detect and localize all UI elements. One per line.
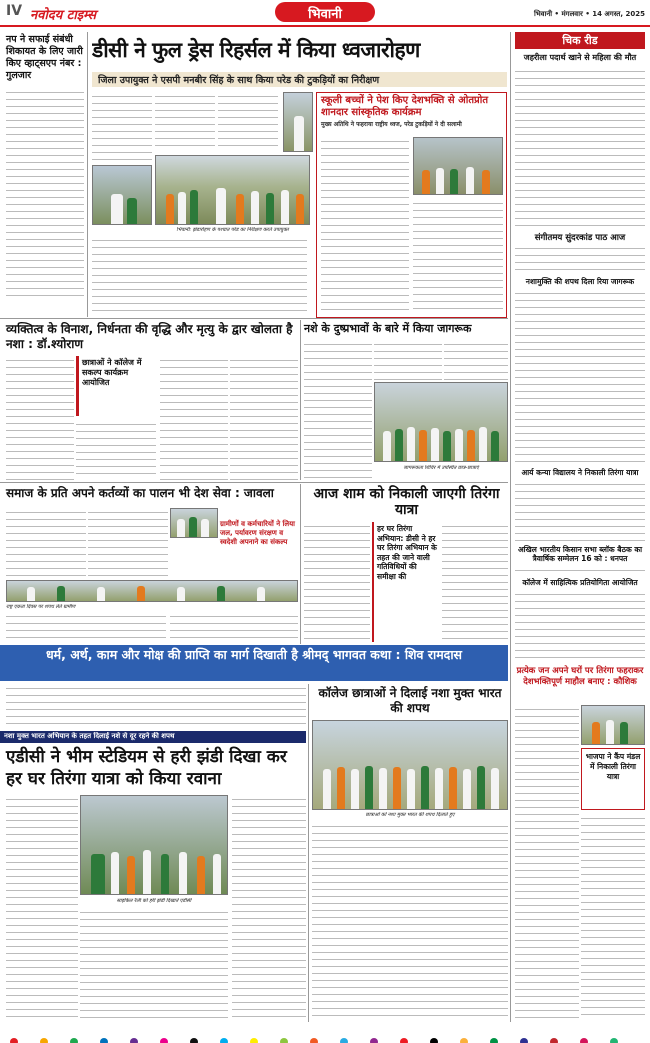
kaushik-photo <box>581 705 645 745</box>
registration-dot <box>40 1038 48 1043</box>
left-brief-title: नप ने सफाई संबंधी शिकायत के लिए जारी किए व्हाट्सएप नंबर : गुलजार <box>6 34 83 81</box>
masthead <box>0 0 650 27</box>
registration-dot <box>520 1038 528 1043</box>
yatra-headline: आज शाम को निकाली जाएगी तिरंगा यात्रा <box>313 486 500 518</box>
college-headline: कॉलेज छात्राओं ने दिलाई नशा मुक्त भारत की शपथ <box>318 686 502 715</box>
right-body-1 <box>515 67 645 227</box>
right-item5-title: अखिल भारतीय किसान सभा ब्लॉक बैठक का त्रैवार्षिक सम्मेलन 16 को : धनपत <box>517 545 643 563</box>
adc-photo <box>80 795 228 895</box>
registration-dot <box>310 1038 318 1043</box>
mid-left-body-a <box>6 356 74 480</box>
registration-dot <box>610 1038 618 1043</box>
registration-dot <box>430 1038 438 1043</box>
page-number: IV <box>6 3 23 19</box>
adc-body-a <box>6 795 78 1020</box>
duty-caption: राष्ट्र एकता दिवस पर शपथ लेते ग्रामीण <box>6 604 76 610</box>
right-body-4 <box>515 480 645 542</box>
kaushik-body-b <box>581 814 645 1020</box>
duty-wide-photo <box>6 580 298 602</box>
registration-dot <box>400 1038 408 1043</box>
lead-inset-lead: मुख्य अतिथि ने फहराया राष्ट्रीय ध्वज, परेड टुकड़ियों ने दी सलामी <box>321 121 462 128</box>
section-name: भिवानी <box>308 7 342 22</box>
mid-left-pullquote-box <box>76 356 156 416</box>
kaushik-banner-text: भाजपा ने कैंप मंडल में निकाली तिरंगा यात्रा <box>585 752 641 781</box>
registration-dot <box>250 1038 258 1043</box>
right-item2-title: संगीतमय सुंदरकांड पाठ आज <box>534 233 626 243</box>
right-item6-title: कॉलेज में साहित्यिक प्रतियोगिता आयोजित <box>522 578 638 587</box>
paper-name: नवोदय टाइम्स <box>30 8 97 23</box>
duty-headline: समाज के प्रति अपने कर्तव्यों का पालन भी देश सेवा : जावला <box>6 486 274 500</box>
duty-pullquote-box <box>220 520 298 578</box>
registration-dot <box>220 1038 228 1043</box>
lead-subhead: जिला उपायुक्त ने एसपी मनबीर सिंह के साथ किया परेड की टुकड़ियों का निरीक्षण <box>98 75 380 86</box>
dharma-headline: धर्म, अर्थ, काम और मोक्ष की प्राप्ति का मार्ग दिखाती है श्रीमद् भागवत कथा : शिव रामदास <box>45 647 463 662</box>
kaushik-banner <box>581 748 645 810</box>
duty-photo <box>170 508 218 538</box>
mid-left-pullquote: छात्राओं ने कॉलेज में सकल्प कार्यक्रम आयोजित <box>82 358 142 387</box>
lead-inset-box <box>316 92 507 318</box>
lead-small-photo <box>92 165 152 225</box>
college-caption: छात्राओं को नशा मुक्त भारत की शपथ दिलाते हुए <box>365 812 455 818</box>
inset-body-b <box>413 199 503 313</box>
yatra-pullquote: हर घर तिरंगा अभियान: डीसी ने हर घर तिरंगा अभियान के तहत की जाने वाली गतिविधियों की समीक्षा की <box>377 524 437 581</box>
mid-left-body-c <box>160 356 228 480</box>
kaushik-body-a <box>515 705 579 1020</box>
registration-dot <box>340 1038 348 1043</box>
right-body-5 <box>515 566 645 576</box>
registration-dot <box>10 1038 18 1043</box>
duty-body-a <box>6 508 86 578</box>
registration-dot <box>190 1038 198 1043</box>
dharma-body <box>6 684 306 728</box>
right-body-6 <box>515 590 645 664</box>
mid-center-photo <box>374 382 508 462</box>
adc-body-b <box>80 908 228 1020</box>
registration-dot <box>160 1038 168 1043</box>
lead-body-col-3 <box>218 92 278 152</box>
lead-body-col-2 <box>155 92 215 152</box>
duty-body-b <box>88 508 168 578</box>
mid-center-body-a <box>304 340 372 480</box>
yatra-body-a <box>304 522 370 642</box>
registration-dot <box>580 1038 588 1043</box>
lead-body-col-4 <box>92 236 307 314</box>
dateline: भिवानी • मंगलवार • 14 अगस्त, 2025 <box>533 10 645 18</box>
college-photo <box>312 720 508 810</box>
lead-inset-title: स्कूली बच्चों ने पेश किए देशभक्ति से ओतप्रोत शानदार सांस्कृतिक कार्यक्रम <box>321 95 489 118</box>
registration-dot <box>70 1038 78 1043</box>
right-box-title: जहरीला पदार्थ खाने से महिला की मौत <box>523 53 637 62</box>
mid-center-caption: जागरूकता शिविर में उपस्थित छात्र-छात्राएं <box>403 465 479 471</box>
registration-dot <box>460 1038 468 1043</box>
inset-body-a <box>321 137 409 313</box>
yatra-pullquote-box <box>372 522 440 642</box>
adc-kicker: नशा मुक्त भारत अभियान के तहत दिलाई नशे से दूर रहने की शपथ <box>4 732 175 740</box>
right-item4-title: आर्य कन्या विद्यालय ने निकाली तिरंगा यात्रा <box>521 468 639 477</box>
mid-center-body-c <box>444 340 508 380</box>
left-brief-body <box>6 88 84 298</box>
adc-caption: साइकिल रैली को हरी झंडी दिखाते एडीसी <box>116 898 192 904</box>
adc-body-c <box>232 795 306 1020</box>
left-brief <box>6 34 84 316</box>
registration-dot <box>550 1038 558 1043</box>
inset-photo <box>413 137 503 195</box>
registration-dot <box>100 1038 108 1043</box>
yatra-body-b <box>442 522 508 642</box>
registration-dot <box>280 1038 288 1043</box>
lead-photo-caption: भिवानी: झंडारोहण के पश्चात परेड का निरीक्षण करते उपायुक्त <box>176 227 289 233</box>
mid-center-body-b <box>374 340 442 380</box>
mid-left-body-d <box>230 356 298 480</box>
registration-dot <box>490 1038 498 1043</box>
adc-headline: एडीसी ने भीम स्टेडियम से हरी झंडी दिखा कर हर घर तिरंगा यात्रा को किया रवाना <box>6 747 287 789</box>
lead-main-photo <box>155 155 310 225</box>
mid-center-headline: नशे के दुष्प्रभावों के बारे में किया जागरूक <box>304 322 472 335</box>
lead-body-col-1 <box>92 92 152 162</box>
lead-headline: डीसी ने फुल ड्रेस रिहर्सल में किया ध्वजारोहण <box>92 38 420 62</box>
right-box-label: चिक रीड <box>562 34 598 47</box>
duty-body-c <box>170 612 298 642</box>
kaushik-headline: प्रत्येक जन अपने घरों पर तिरंगा फहराकर देशभक्तिपूर्ण माहौल बनाए : कौशिक <box>516 666 644 687</box>
right-body-2 <box>515 244 645 274</box>
color-registration-dots <box>10 1031 640 1041</box>
registration-dot <box>370 1038 378 1043</box>
mid-left-body-b <box>76 420 156 480</box>
duty-pullquote: ग्रामीणों व कर्मचारियों ने लिया जल, पर्यावरण संरक्षण व स्वदेशी अपनाने का संकल्प <box>220 520 295 546</box>
lead-side-photo <box>283 92 313 152</box>
mid-left-headline: व्यक्तित्व के विनाश, निर्धनता की वृद्धि और मृत्यु के द्वार खोलता है नशा : डॉ.श्योराण <box>6 322 293 351</box>
registration-dot <box>130 1038 138 1043</box>
right-item3-title: नशामुक्ति की शपथ दिला रिया जागरूक <box>525 277 635 286</box>
duty-body-d <box>6 612 166 642</box>
right-body-3 <box>515 289 645 465</box>
college-body <box>312 822 508 1018</box>
